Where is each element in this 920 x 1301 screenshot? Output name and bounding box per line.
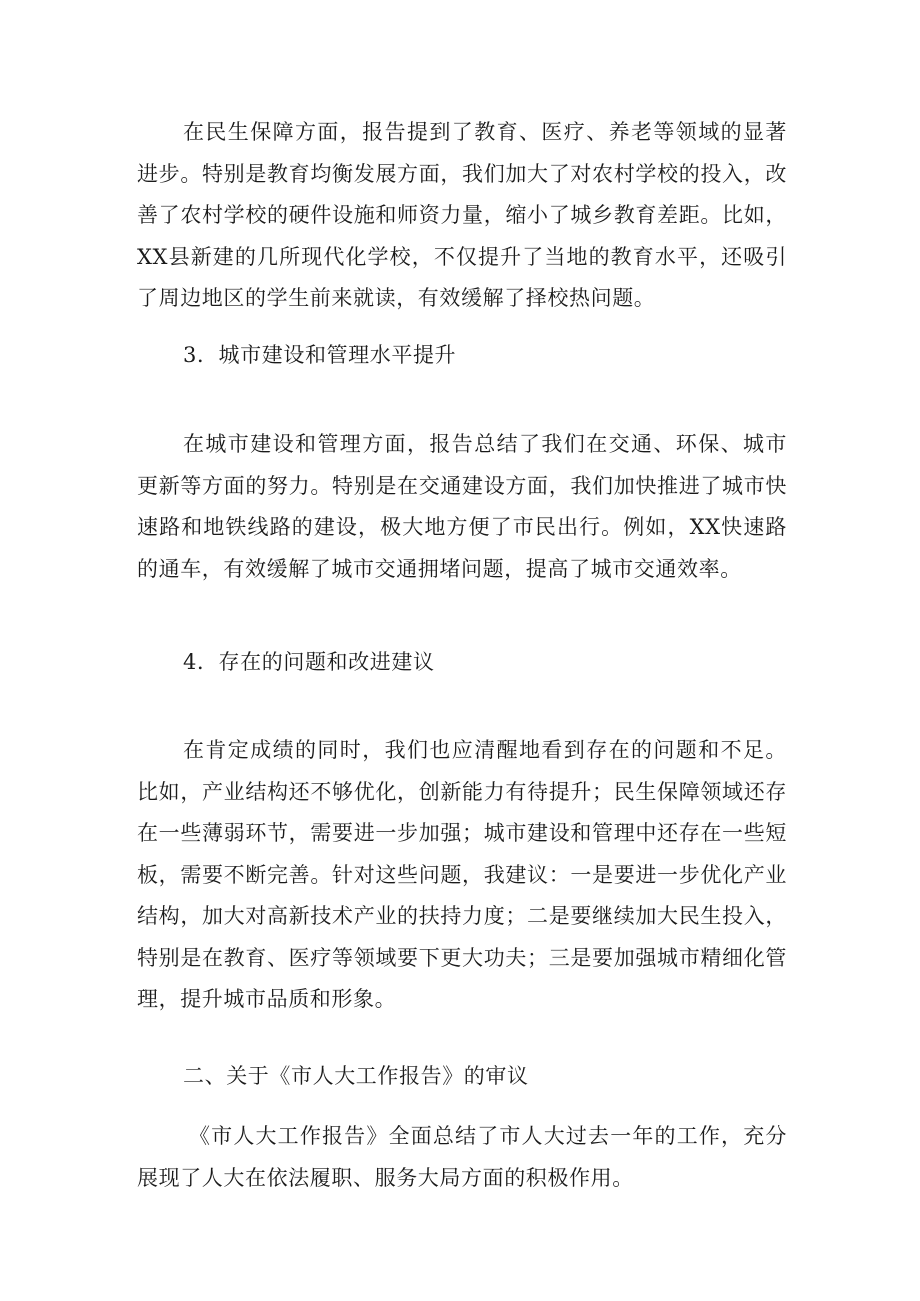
paragraph-npc-report: 《市人大工作报告》全面总结了市人大过去一年的工作，充分展现了人大在依法履职、服务大局方面的积极作用。 bbox=[137, 1124, 787, 1190]
heading-urban-construction: 3．城市建设和管理水平提升 bbox=[183, 343, 457, 367]
paragraph-livelihood: 在民生保障方面，报告提到了教育、医疗、养老等领域的显著进步。特别是教育均衡发展方面，我们加大了对农村学校的投入，改善了农村学校的硬件设施和师资力量，缩小了城乡教育差距。比如，XX县新建的几所现代化学校，不仅提升了当地的教育水平，还吸引了周边地区的学生前来就读，有效缓解了择校热问题。 bbox=[137, 120, 787, 310]
paragraph-urban-construction: 在城市建设和管理方面，报告总结了我们在交通、环保、城市更新等方面的努力。特别是在交通建设方面，我们加快推进了城市快速路和地铁线路的建设，极大地方便了市民出行。例如，XX快速路的通车，有效缓解了城市交通拥堵问题，提高了城市交通效率。 bbox=[137, 432, 787, 581]
heading-npc-report-review: 二、关于《市人大工作报告》的审议 bbox=[183, 1064, 529, 1088]
heading-problems-suggestions: 4．存在的问题和改进建议 bbox=[183, 650, 435, 674]
paragraph-problems-suggestions: 在肯定成绩的同时，我们也应清醒地看到存在的问题和不足。比如，产业结构还不够优化，创新能力有待提升；民生保障领域还存在一些薄弱环节，需要进一步加强；城市建设和管理中还存在一些短板，需要不断完善。针对这些问题，我建议：一是要进一步优化产业结构，加大对高新技术产业的扶持力度；二是要继续加大民生投入，特别是在教育、医疗等领域要下更大功夫；三是要加强城市精细化管理，提升城市品质和形象。 bbox=[137, 738, 787, 1011]
